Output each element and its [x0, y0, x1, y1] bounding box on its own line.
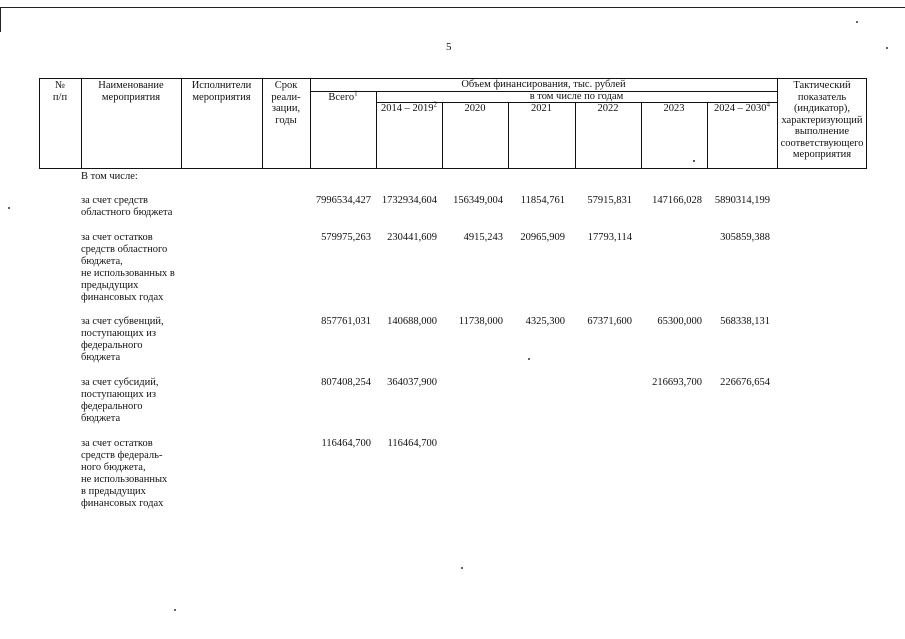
cell-2022: 67371,600 — [587, 316, 632, 327]
scan-border-left — [0, 7, 1, 32]
cell-2024-2030: 5890314,199 — [714, 195, 770, 206]
cell-2014-2019: 230441,609 — [387, 232, 437, 243]
cell-2023: 65300,000 — [657, 316, 702, 327]
cell-total: 579975,263 — [321, 232, 371, 243]
scan-speck — [461, 567, 463, 569]
table-row-label: за счет субвенций, поступающих из федерального бюджета — [81, 316, 164, 363]
header-year: 2021 — [531, 103, 552, 114]
header-year: 2024 – 2030$^4$ — [714, 100, 770, 114]
cell-2014-2019: 364037,900 — [387, 377, 437, 388]
table-row-label: за счет остатков средств федераль- ного бюджета, не использованных в предыдущих финансовых годах — [81, 438, 168, 509]
header-indicator: Тактический показатель (индикатор), характеризующий выполнение соответствующего мероприятия — [780, 80, 864, 160]
cell-2023: 147166,028 — [652, 195, 702, 206]
including-label: В том числе: — [81, 171, 138, 182]
cell-2014-2019: 116464,700 — [387, 438, 437, 449]
cell-2022: 17793,114 — [587, 232, 632, 243]
cell-2024-2030: 305859,388 — [720, 232, 770, 243]
header-name: Наименование мероприятия — [98, 80, 164, 103]
page-number: 5 — [446, 41, 452, 53]
scan-speck — [856, 21, 858, 23]
header-year: 2020 — [464, 103, 486, 114]
cell-2021: 11854,761 — [520, 195, 565, 206]
cell-total: 807408,254 — [321, 377, 371, 388]
cell-2023: 216693,700 — [652, 377, 702, 388]
header-executors: Исполнители мероприятия — [191, 80, 252, 103]
cell-2014-2019: 1732934,604 — [381, 195, 437, 206]
table-row-label: за счет остатков средств областного бюджета, не использованных в предыдущих финансовых годах — [81, 232, 175, 303]
cell-2022: 57915,831 — [587, 195, 632, 206]
header-year: 2022 — [597, 103, 619, 114]
table-row-label: за счет средств областного бюджета — [81, 195, 173, 218]
header-funding-title: Объем финансирования, тыс. рублей — [461, 79, 626, 90]
scan-speck — [528, 358, 530, 360]
scan-speck — [174, 609, 176, 611]
cell-total: 116464,700 — [321, 438, 371, 449]
scan-speck — [8, 207, 10, 209]
scan-speck — [693, 160, 695, 162]
header-total: Всего$^1$ — [328, 89, 358, 103]
header-by-years: в том числе по годам — [529, 91, 624, 102]
scan-speck — [886, 47, 888, 49]
scan-border-top — [0, 7, 905, 8]
cell-2020: 156349,004 — [453, 195, 503, 206]
cell-2020: 11738,000 — [458, 316, 503, 327]
cell-2014-2019: 140688,000 — [387, 316, 437, 327]
cell-total: 857761,031 — [321, 316, 371, 327]
header-year: 2014 – 2019$^2$ — [381, 100, 437, 114]
cell-2024-2030: 226676,654 — [720, 377, 770, 388]
header-year: 2023 — [663, 103, 685, 114]
cell-2021: 20965,909 — [520, 232, 565, 243]
cell-2024-2030: 568338,131 — [720, 316, 770, 327]
header-term: Срок реали- зации, годы — [271, 80, 301, 126]
cell-2021: 4325,300 — [525, 316, 565, 327]
table-row-label: за счет субсидий, поступающих из федерального бюджета — [81, 377, 159, 424]
header-number: № п/п — [52, 80, 68, 103]
cell-total: 7996534,427 — [315, 195, 371, 206]
cell-2020: 4915,243 — [463, 232, 503, 243]
table-header — [39, 78, 867, 169]
